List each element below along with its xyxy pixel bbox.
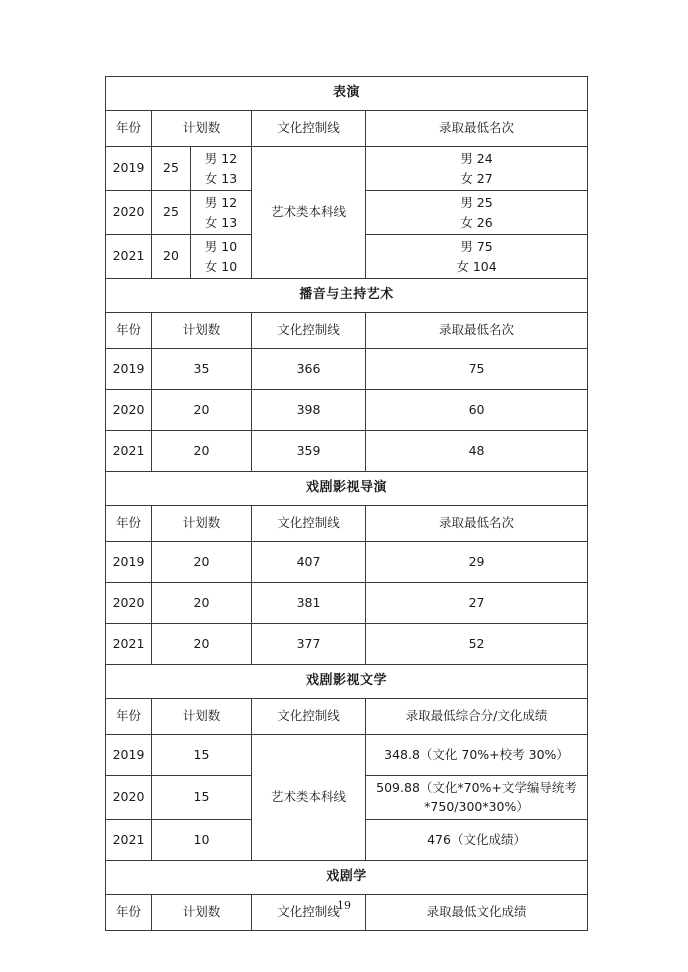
section-title-row: [106, 472, 588, 506]
cell-culture-line: 艺术类本科线: [252, 147, 366, 279]
cell-year: 2019: [106, 349, 152, 390]
header-plan: 计划数: [152, 699, 252, 735]
rank-female: 女 27: [460, 170, 493, 186]
header-lowest-culture-score: 录取最低文化成绩: [366, 895, 588, 931]
cell-lowest-rank: 29: [366, 542, 588, 583]
header-year: 年份: [106, 313, 152, 349]
header-year: 年份: [106, 111, 152, 147]
cell-plan: 15: [152, 735, 252, 776]
plan-male: 男 10: [204, 239, 238, 255]
section-title-row: [106, 665, 588, 699]
header-lowest-composite-score: 录取最低综合分/文化成绩: [366, 699, 588, 735]
header-culture-line: 文化控制线: [252, 506, 366, 542]
rank-female: 女 104: [456, 258, 497, 274]
table-row: [106, 735, 588, 776]
table-row: [106, 349, 588, 390]
header-year: 年份: [106, 506, 152, 542]
cell-plan: 20: [152, 583, 252, 624]
cell-plan-total: 25: [152, 191, 191, 235]
plan-male: 男 12: [204, 195, 238, 211]
section-title-row: [106, 77, 588, 111]
rank-male: 男 24: [460, 151, 493, 167]
cell-plan: 15: [152, 776, 252, 820]
column-header-row: [106, 506, 588, 542]
column-header-row: [106, 111, 588, 147]
cell-lowest-rank: 27: [366, 583, 588, 624]
cell-year: 2021: [106, 235, 152, 279]
header-culture-line: 文化控制线: [252, 111, 366, 147]
section-title-row: [106, 861, 588, 895]
cell-plan-total: 25: [152, 147, 191, 191]
cell-year: 2021: [106, 431, 152, 472]
cell-plan-by-gender: [191, 235, 252, 279]
cell-lowest-rank: 52: [366, 624, 588, 665]
rank-male: 男 25: [460, 195, 493, 211]
cell-year: 2020: [106, 776, 152, 820]
header-culture-line: 文化控制线: [252, 313, 366, 349]
section-title-dramatic-literature: 戏剧影视文学: [106, 665, 588, 699]
header-lowest-rank: 录取最低名次: [366, 111, 588, 147]
table-row: [106, 147, 588, 191]
header-plan: 计划数: [152, 313, 252, 349]
plan-female: 女 13: [204, 170, 238, 186]
cell-culture-line: 377: [252, 624, 366, 665]
cell-lowest-rank: [366, 191, 588, 235]
cell-composite-score: 509.88（文化*70%+文学编导统考*750/300*30%）: [366, 776, 588, 820]
rank-male: 男 75: [460, 239, 493, 255]
column-header-row: [106, 313, 588, 349]
page-number: 19: [337, 899, 351, 912]
cell-year: 2019: [106, 735, 152, 776]
section-title-drama-studies: 戏剧学: [106, 861, 588, 895]
header-culture-line: 文化控制线: [252, 895, 366, 931]
table-row: [106, 542, 588, 583]
plan-female: 女 10: [204, 258, 238, 274]
header-plan: 计划数: [152, 111, 252, 147]
cell-plan: 35: [152, 349, 252, 390]
cell-plan-by-gender: [191, 191, 252, 235]
cell-lowest-rank: [366, 235, 588, 279]
section-title-broadcasting: 播音与主持艺术: [106, 279, 588, 313]
cell-year: 2020: [106, 390, 152, 431]
header-year: 年份: [106, 895, 152, 931]
header-lowest-rank: 录取最低名次: [366, 313, 588, 349]
cell-year: 2021: [106, 624, 152, 665]
cell-plan: 20: [152, 390, 252, 431]
cell-plan: 20: [152, 542, 252, 583]
plan-female: 女 13: [204, 214, 238, 230]
cell-plan: 20: [152, 624, 252, 665]
cell-plan-by-gender: [191, 147, 252, 191]
header-culture-line: 文化控制线: [252, 699, 366, 735]
cell-culture-line: 366: [252, 349, 366, 390]
header-lowest-rank: 录取最低名次: [366, 506, 588, 542]
table-row: [106, 390, 588, 431]
section-title-performance: 表演: [106, 77, 588, 111]
column-header-row: [106, 699, 588, 735]
rank-female: 女 26: [460, 214, 493, 230]
cell-plan-total: 20: [152, 235, 191, 279]
cell-year: 2021: [106, 820, 152, 861]
cell-culture-line: 398: [252, 390, 366, 431]
table-row: [106, 431, 588, 472]
plan-male: 男 12: [204, 151, 238, 167]
cell-composite-score: 476（文化成绩）: [366, 820, 588, 861]
cell-composite-score: 348.8（文化 70%+校考 30%）: [366, 735, 588, 776]
cell-year: 2019: [106, 542, 152, 583]
cell-culture-line: 407: [252, 542, 366, 583]
admissions-table: [105, 76, 588, 931]
table-row: [106, 583, 588, 624]
cell-lowest-rank: 60: [366, 390, 588, 431]
table-row: [106, 624, 588, 665]
cell-culture-line: 381: [252, 583, 366, 624]
cell-lowest-rank: [366, 147, 588, 191]
header-plan: 计划数: [152, 895, 252, 931]
header-year: 年份: [106, 699, 152, 735]
cell-plan: 10: [152, 820, 252, 861]
cell-year: 2020: [106, 191, 152, 235]
cell-lowest-rank: 48: [366, 431, 588, 472]
cell-year: 2020: [106, 583, 152, 624]
cell-culture-line: 359: [252, 431, 366, 472]
section-title-row: [106, 279, 588, 313]
cell-plan: 20: [152, 431, 252, 472]
section-title-directing: 戏剧影视导演: [106, 472, 588, 506]
header-plan: 计划数: [152, 506, 252, 542]
cell-year: 2019: [106, 147, 152, 191]
cell-lowest-rank: 75: [366, 349, 588, 390]
cell-culture-line: 艺术类本科线: [252, 735, 366, 861]
